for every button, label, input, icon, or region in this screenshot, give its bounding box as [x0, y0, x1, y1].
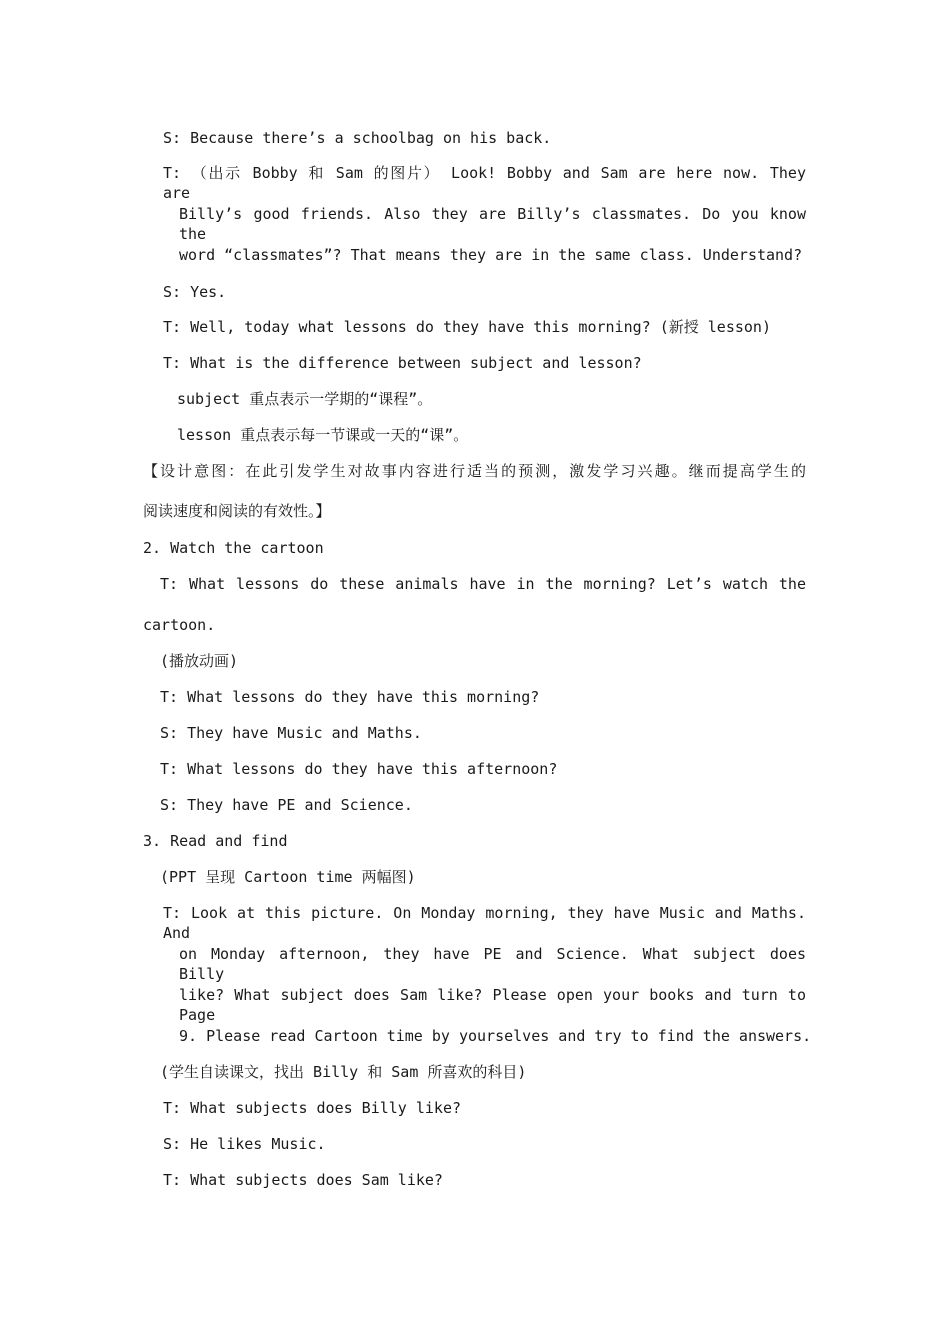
- dialogue-line: S: They have Music and Maths.: [160, 724, 422, 742]
- dialogue-line: S: They have PE and Science.: [160, 796, 413, 814]
- design-intent-note-continued: 阅读速度和阅读的有效性。】: [143, 502, 331, 520]
- stage-direction: (学生自读课文，找出 Billy 和 Sam 所喜欢的科目): [160, 1063, 527, 1081]
- dialogue-line-continued: Billy’s good friends. Also they are Billy’s classmates. Do you know the: [179, 205, 806, 243]
- dialogue-line: T: What lessons do these animals have in the morning? Let’s watch the: [160, 575, 806, 593]
- dialogue-line-continued: cartoon.: [143, 616, 216, 634]
- section-heading: 2. Watch the cartoon: [143, 539, 324, 557]
- dialogue-line: T: What subjects does Sam like?: [163, 1171, 443, 1189]
- dialogue-line: S: Because there’s a schoolbag on his back.: [163, 129, 552, 147]
- vocabulary-note: lesson 重点表示每一节课或一天的“课”。: [177, 426, 469, 444]
- vocabulary-note: subject 重点表示一学期的“课程”。: [177, 390, 433, 408]
- dialogue-line: T: （出示 Bobby 和 Sam 的图片） Look! Bobby and Sam are here now. They are: [163, 164, 806, 202]
- dialogue-line-continued: on Monday afternoon, they have PE and Science. What subject does Billy: [179, 945, 806, 983]
- dialogue-line: S: Yes.: [163, 283, 227, 301]
- dialogue-line: T: What lessons do they have this afternoon?: [160, 760, 558, 778]
- dialogue-line-continued: like? What subject does Sam like? Please open your books and turn to Page: [179, 986, 806, 1024]
- stage-direction: (PPT 呈现 Cartoon time 两幅图): [160, 868, 416, 886]
- dialogue-line: T: What is the difference between subject and lesson?: [163, 354, 642, 372]
- dialogue-line: T: What subjects does Billy like?: [163, 1099, 462, 1117]
- dialogue-line-continued: 9. Please read Cartoon time by yourselves and try to find the answers.: [179, 1027, 812, 1045]
- dialogue-line: T: Look at this picture. On Monday morning, they have Music and Maths. And: [163, 904, 806, 942]
- dialogue-line: S: He likes Music.: [163, 1135, 326, 1153]
- section-heading: 3. Read and find: [143, 832, 288, 850]
- stage-direction: (播放动画): [160, 652, 239, 670]
- dialogue-line-continued: word “classmates”? That means they are in the same class. Understand?: [179, 246, 803, 264]
- dialogue-line: T: What lessons do they have this morning?: [160, 688, 540, 706]
- design-intent-note: 【设计意图：在此引发学生对故事内容进行适当的预测，激发学习兴趣。继而提高学生的: [143, 462, 806, 480]
- dialogue-line: T: Well, today what lessons do they have this morning? (新授 lesson): [163, 318, 771, 336]
